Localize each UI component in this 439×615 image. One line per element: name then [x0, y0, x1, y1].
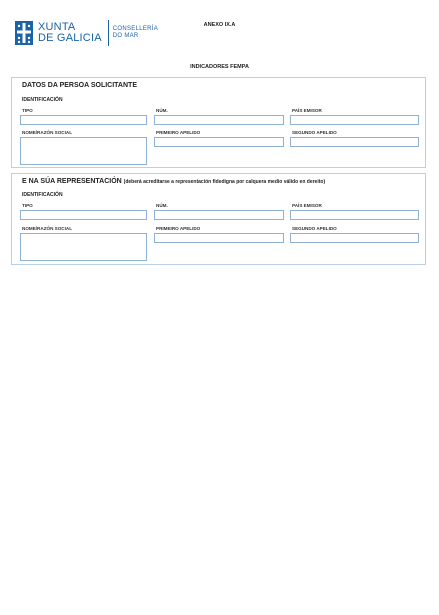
section-representative-title-text: E NA SÚA REPRESENTACIÓN — [22, 178, 122, 185]
section-applicant — [11, 77, 426, 168]
representative-country-field[interactable] — [290, 210, 419, 220]
applicant-country-label: PAÍS EMISOR — [292, 108, 322, 113]
section-representative-note: (deberá acreditarse a representación fidedigna por calquera medio válido en dereito) — [123, 179, 326, 185]
section-applicant-title: DATOS DA PERSOA SOLICITANTE — [22, 82, 137, 89]
applicant-number-label: NÚM. — [156, 108, 168, 113]
applicant-name-label: NOME/RAZÓN SOCIAL — [22, 130, 73, 135]
representative-name-field[interactable] — [20, 233, 147, 261]
applicant-first-surname-label: PRIMEIRO APELIDO — [156, 130, 201, 135]
section-representative — [11, 173, 426, 265]
annex-label: ANEXO IX.A — [203, 22, 236, 28]
representative-first-surname-label: PRIMEIRO APELIDO — [156, 226, 201, 231]
applicant-second-surname-label: SEGUNDO APELIDO — [292, 130, 337, 135]
section-representative-title — [22, 178, 325, 185]
logo-conselleria-line1: CONSELLERÍA — [112, 25, 159, 32]
applicant-number-field[interactable] — [154, 115, 284, 125]
representative-name-label: NOME/RAZÓN SOCIAL — [22, 226, 73, 231]
document-title: INDICADORES FEMPA — [190, 64, 249, 70]
applicant-type-label: TIPO — [22, 108, 33, 113]
applicant-country-field[interactable] — [290, 115, 419, 125]
representative-type-label: TIPO — [22, 203, 33, 208]
applicant-identification-heading: IDENTIFICACIÓN — [22, 97, 63, 103]
applicant-type-field[interactable] — [20, 115, 147, 125]
applicant-name-field[interactable] — [20, 137, 147, 165]
applicant-first-surname-field[interactable] — [154, 137, 284, 147]
representative-number-label: NÚM. — [156, 203, 168, 208]
representative-number-field[interactable] — [154, 210, 284, 220]
representative-second-surname-field[interactable] — [290, 233, 419, 243]
representative-first-surname-field[interactable] — [154, 233, 284, 243]
logo-xunta-line1: XUNTA — [38, 21, 76, 33]
applicant-second-surname-field[interactable] — [290, 137, 419, 147]
representative-country-label: PAÍS EMISOR — [292, 203, 322, 208]
representative-identification-heading: IDENTIFICACIÓN — [22, 192, 63, 198]
representative-second-surname-label: SEGUNDO APELIDO — [292, 226, 337, 231]
logo-conselleria-line2: DO MAR — [112, 33, 139, 39]
representative-type-field[interactable] — [20, 210, 147, 220]
logo-xunta-line2: DE GALICIA — [38, 32, 102, 44]
